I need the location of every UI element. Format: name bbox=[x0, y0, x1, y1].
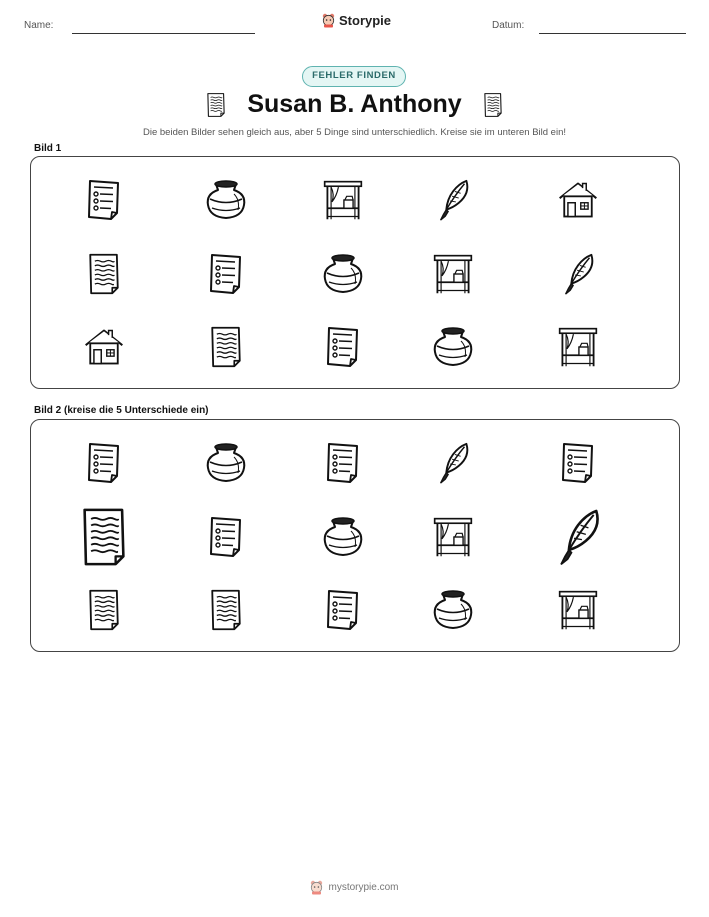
text-document-icon[interactable] bbox=[204, 588, 248, 632]
pot-icon bbox=[321, 252, 365, 296]
table-icon bbox=[431, 252, 475, 296]
list-document-icon[interactable] bbox=[321, 441, 365, 485]
name-field-line[interactable] bbox=[72, 33, 255, 34]
page-title: Susan B. Anthony bbox=[247, 90, 462, 118]
text-document-icon bbox=[482, 92, 504, 118]
quill-pen-icon[interactable] bbox=[548, 507, 608, 567]
pot-icon bbox=[204, 178, 248, 222]
pot-icon bbox=[431, 325, 475, 369]
pot-icon[interactable] bbox=[321, 515, 365, 559]
storypie-mascot-icon bbox=[322, 13, 335, 28]
picture1-panel bbox=[30, 156, 680, 389]
quill-pen-icon[interactable] bbox=[431, 441, 475, 485]
text-document-icon[interactable] bbox=[73, 506, 135, 568]
pot-icon[interactable] bbox=[204, 441, 248, 485]
title-row bbox=[0, 90, 709, 119]
footer bbox=[0, 880, 709, 895]
date-field-line[interactable] bbox=[539, 33, 686, 34]
list-document-icon bbox=[82, 178, 126, 222]
text-document-icon[interactable] bbox=[82, 588, 126, 632]
pot-icon[interactable] bbox=[431, 588, 475, 632]
list-document-icon[interactable] bbox=[204, 515, 248, 559]
brand-name: Storypie bbox=[339, 13, 392, 28]
name-label: Name: bbox=[24, 20, 54, 31]
house-icon bbox=[82, 325, 126, 369]
date-label: Datum: bbox=[492, 20, 525, 31]
list-document-icon[interactable] bbox=[321, 588, 365, 632]
footer-site: mystorypie.com bbox=[328, 882, 399, 893]
text-document-icon bbox=[205, 92, 227, 118]
list-document-icon bbox=[204, 252, 248, 296]
picture1-label: Bild 1 bbox=[34, 143, 62, 154]
table-icon[interactable] bbox=[431, 515, 475, 559]
picture2-label: Bild 2 (kreise die 5 Unterschiede ein) bbox=[34, 405, 209, 416]
picture2-panel[interactable] bbox=[30, 419, 680, 652]
list-document-icon[interactable] bbox=[556, 441, 600, 485]
brand-logo bbox=[322, 13, 391, 28]
quill-pen-icon bbox=[556, 252, 600, 296]
text-document-icon bbox=[204, 325, 248, 369]
table-icon[interactable] bbox=[556, 588, 600, 632]
instructions-text: Die beiden Bilder sehen gleich aus, aber 5 Dinge sind unterschiedlich. Kreise sie im unteren Bild ein! bbox=[143, 127, 566, 138]
storypie-mascot-icon bbox=[310, 880, 323, 895]
list-document-icon bbox=[321, 325, 365, 369]
quill-pen-icon bbox=[431, 178, 475, 222]
list-document-icon[interactable] bbox=[82, 441, 126, 485]
table-icon bbox=[321, 178, 365, 222]
house-icon bbox=[556, 178, 600, 222]
activity-type-badge: FEHLER FINDEN bbox=[302, 66, 406, 87]
text-document-icon bbox=[82, 252, 126, 296]
table-icon bbox=[556, 325, 600, 369]
